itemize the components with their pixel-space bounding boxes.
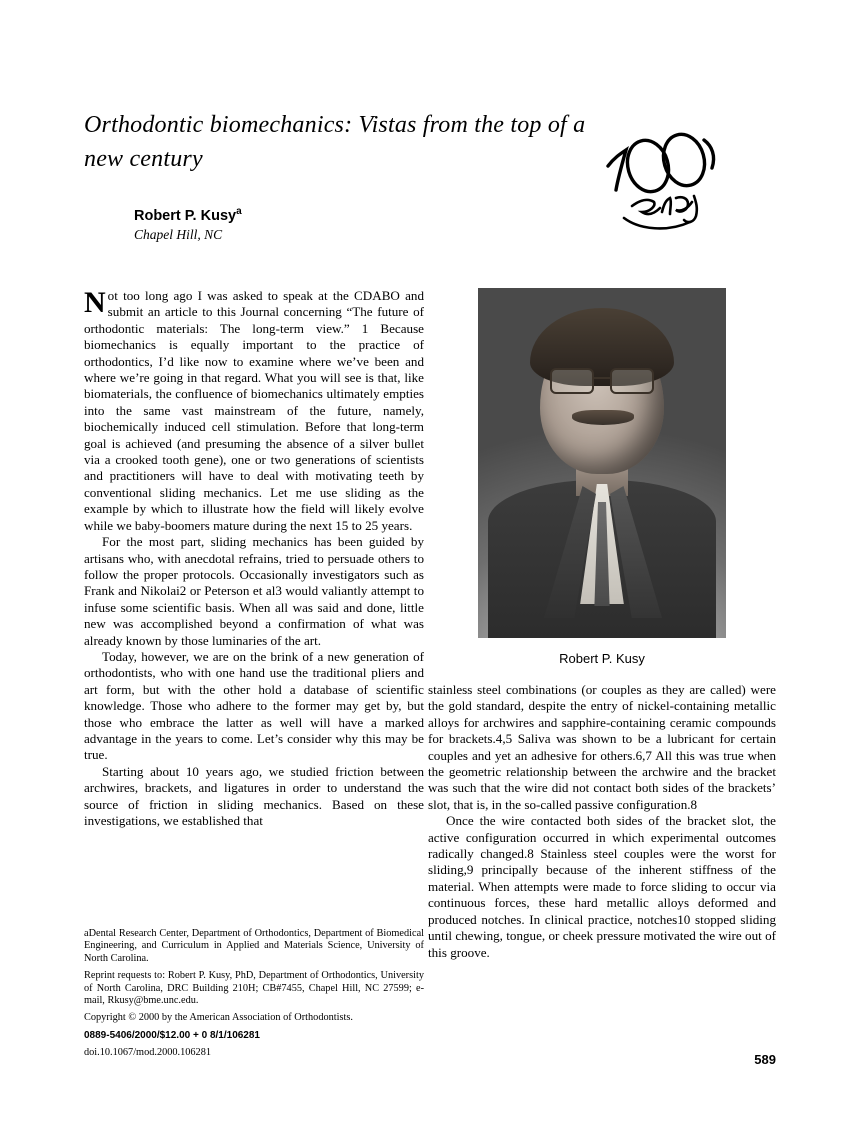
paragraph — [84, 764, 424, 830]
author-name-text: Robert P. Kusy — [134, 208, 237, 224]
paragraph-text: stainless steel combinations (or couples as they are called) were the gold standard, despite the entry of nickel-containing metallic alloys for archwires and sapphire-containing ceramic compounds for brackets.4,5 Saliva was shown to be a lubricant for certain couples and yet an adhesive for others.6,7 All this was true when the geometric relationship between the archwire and the bracket was such that the wire did not contact both sides of the brackets’ slot, that is, in the so-called passive configuration.8 — [428, 682, 776, 812]
glasses-lens-left — [550, 368, 594, 394]
paragraph-text: For the most part, sliding mechanics has been guided by artisans who, with anecdotal refrains, tried to persuade others to follow the proper protocols. Occasionally investigators such as Frank and Nikolai2 or Peterson et al3 would valiantly attempt to infuse some scientific basis. When all was said and done, little new was accomplished beyond a confirmation of what was already known by those luminaries of the art. — [84, 534, 424, 648]
page-title: Orthodontic biomechanics: Vistas from the top of a new century — [84, 112, 586, 172]
author-portrait-block — [478, 288, 726, 666]
paragraph — [84, 649, 424, 764]
title-block — [84, 108, 604, 176]
paragraph — [428, 813, 776, 961]
footnote-doi: doi.10.1067/mod.2000.106281 — [84, 1047, 211, 1059]
footnote-reprint-requests: Reprint requests to: Robert P. Kusy, PhD, Department of Orthodontics, University of North Carolina, DRC Building 210H; CB#7455, Chapel Hill, NC 27599; e-mail, Rkusy@bme.unc.edu. — [84, 970, 424, 1007]
drop-cap: N — [84, 286, 106, 319]
paragraph-text: Starting about 10 years ago, we studied friction between archwires, brackets, and ligatures in order to understand the source of friction in sliding mechanics. Based on these investigations, we established that — [84, 763, 424, 828]
footnote-affiliation: aDental Research Center, Department of Orthodontics, Department of Biomedical Engineering, and Curriculum in Applied and Materials Science, University of North Carolina. — [84, 928, 424, 964]
footnote-copyright: Copyright © 2000 by the American Association of Orthodontists. — [84, 1012, 353, 1024]
footnotes-block — [84, 928, 424, 1065]
paragraph-text: Once the wire contacted both sides of the bracket slot, the active configuration occurred in which experimental outcomes radically changed.8 Stainless steel couples were the worst for sliding,9 principally because of the inherent stiffness of the material. When attempts were made to force sliding to occur via continuous forces, these hard metallic alloys deformed and produced notches. In clinical practice, notches10 stopped sliding until chewing, tongue, or cheek pressure motivated the wire out of this groove. — [428, 813, 776, 960]
glasses-lens-right — [610, 368, 654, 394]
author-footnote-marker: a — [236, 206, 242, 218]
paragraph — [84, 288, 424, 534]
centennial-logo — [596, 120, 726, 240]
portrait-mustache — [572, 410, 634, 425]
footnote-issn-code: 0889-5406/2000/$12.00 + 0 8/1/106281 — [84, 1029, 260, 1041]
author-portrait-image — [478, 288, 726, 638]
author-affiliation-city: Chapel Hill, NC — [134, 227, 223, 242]
body-right-column — [428, 682, 776, 961]
paragraph-text: ot too long ago I was asked to speak at the CDABO and submit an article to this Journal concerning “The future of orthodontic materials: The long-term view.” 1 Because biomechanics is equally important to the practice of orthodontics, I’d like now to examine where we’ve been and where we’re going in that regard. What you will see is that, like biomaterials, the confluence of biomechanics ultimately empties into the same vast mainstream of the future, namely, biochemically induced cell stimulation. Before that long-term goal is achieved (and presuming the absence of a silver bullet via a crooked tooth gene), one or two generations of scientists and practitioners will have to deal with motivating teeth by conventional sliding mechanics. Let me use sliding as the example by which to illustrate how the field will likely evolve while we baby-boomers mature during the next 15 to 25 years. — [84, 288, 424, 533]
glasses-bridge — [592, 377, 612, 379]
figure-caption: Robert P. Kusy — [559, 651, 645, 666]
page-number: 589 — [754, 1052, 776, 1067]
author-block — [134, 208, 554, 243]
author-name — [134, 208, 554, 224]
centennial-logo-icon — [596, 120, 726, 240]
portrait-glasses — [550, 368, 654, 390]
paragraph — [84, 534, 424, 649]
paragraph-text: Today, however, we are on the brink of a new generation of orthodontists, who with one hand use the traditional pliers and art form, but with the other hold a database of scientific knowledge. Those who adhere to the former may get by, but those who embrace the latter as well will have a marked advantage in the years to come. Let’s consider why this may be true. — [84, 648, 424, 763]
paragraph — [428, 682, 776, 813]
body-left-column — [84, 288, 424, 829]
